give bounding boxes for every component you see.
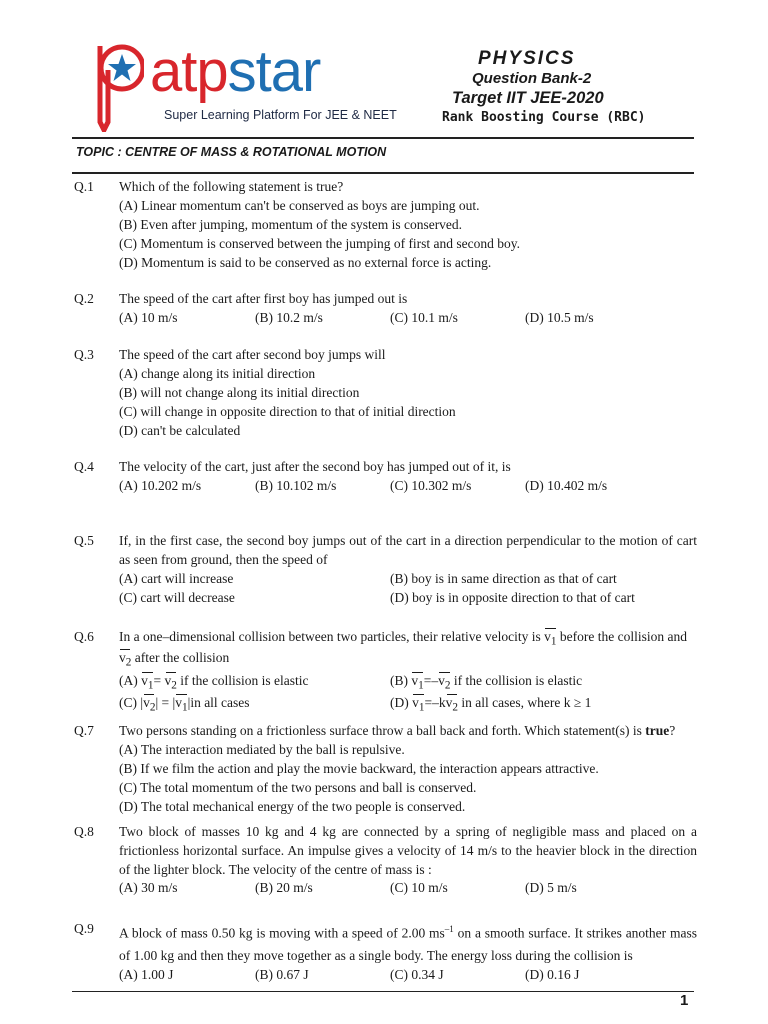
v2-vector-symbol: $v_2$ <box>446 693 458 718</box>
option-c: (C) The total momentum of the two persons and ball is conserved. <box>119 780 477 795</box>
logo-wordmark <box>150 39 321 104</box>
question-text: The velocity of the cart, just after the second boy has jumped out of it, is <box>119 459 511 474</box>
subject-title: PHYSICS <box>478 48 576 69</box>
question-number: Q.3 <box>74 347 94 362</box>
option-b: (B) 20 m/s <box>255 880 313 895</box>
option-b: (B) 0.67 J <box>255 967 309 982</box>
question-text-part-1: Two persons standing on a frictionless surface throw a ball back and forth. Which statement(s) is <box>119 723 642 738</box>
question-number: Q.5 <box>74 533 94 548</box>
question-number: Q.6 <box>74 629 94 644</box>
option-a: (A) Linear momentum can't be conserved as boys are jumping out. <box>119 198 480 213</box>
question-7 <box>74 721 698 816</box>
question-number: Q.8 <box>74 824 94 839</box>
page-number: 1 <box>680 992 689 1009</box>
question-text-part-3: after the collision <box>134 650 230 665</box>
topic-divider <box>72 172 694 174</box>
v1-vector-symbol: $v_1$ <box>411 671 423 696</box>
option-label: (D) <box>390 695 409 710</box>
question-2 <box>74 289 698 329</box>
option-text: in all cases <box>190 695 250 710</box>
question-text-part-2: before the collision and <box>559 629 687 644</box>
option-c: (C) 0.34 J <box>390 967 444 982</box>
question-text <box>119 918 697 967</box>
question-text: The speed of the cart after first boy has jumped out is <box>119 291 408 306</box>
option-b: (B) will not change along its initial direction <box>119 385 360 400</box>
option-label: (B) <box>390 673 408 688</box>
option-c: (C) 10 m/s <box>390 880 448 895</box>
question-6 <box>74 627 698 717</box>
v2-vector-symbol: $v_2$ <box>438 671 450 696</box>
target-label: Target IIT JEE-2020 <box>452 89 604 107</box>
header-divider <box>72 137 694 139</box>
option-b: (B) Even after jumping, momentum of the system is conserved. <box>119 217 463 232</box>
question-text-part-1: In a one–dimensional collision between two particles, their relative velocity is <box>119 629 541 644</box>
question-text <box>119 721 697 740</box>
option-d: (D) 5 m/s <box>525 880 577 895</box>
option-d: (D) 0.16 J <box>525 967 580 982</box>
option-a: (A) change along its initial direction <box>119 366 316 381</box>
unit-exponent: –1 <box>444 924 454 934</box>
option-a: (A) cart will increase <box>119 571 234 586</box>
option-a: (A) $v_1= v_2$ if the collision is elastic <box>119 671 308 696</box>
option-c: (C) cart will decrease <box>119 590 235 605</box>
option-a: (A) 10 m/s <box>119 310 178 325</box>
question-text: The speed of the cart after second boy jumps will <box>119 347 386 362</box>
logo-tagline: Super Learning Platform For JEE & NEET <box>164 108 397 122</box>
v1-vector-symbol: $v_1$ <box>544 627 556 652</box>
option-label: (A) <box>119 673 138 688</box>
atpstar-logo <box>92 39 397 135</box>
option-d: (D) 10.5 m/s <box>525 310 594 325</box>
v2-vector-symbol: $v_2$ <box>119 648 131 673</box>
question-number: Q.1 <box>74 179 94 194</box>
logo-word-star: star <box>227 39 321 104</box>
option-b: (B) $v_1=-v_2$ if the collision is elastic <box>390 671 582 696</box>
option-d: (D) 10.402 m/s <box>525 478 608 493</box>
option-text: if the collision is elastic <box>453 673 583 688</box>
question-text: Two block of masses 10 kg and 4 kg are connected by a spring of negligible mass and placed on a frictionless horizontal surface. An impulse gives a velocity of 14 m/s to the heavier block in the direction of the lighter block. The velocity of the centre of mass is : <box>119 824 697 877</box>
question-number: Q.7 <box>74 723 94 738</box>
question-number: Q.4 <box>74 459 94 474</box>
option-c: (C) 10.1 m/s <box>390 310 458 325</box>
question-text-part-2: on a smooth surface. It strikes another mass of 1.00 kg and then they move together as a single body. The energy loss during the collision is <box>119 925 698 963</box>
pencil-star-icon <box>92 40 144 132</box>
option-d: (D) The total mechanical energy of the two people is conserved. <box>119 799 466 814</box>
v1-vector-symbol: $v_1$ <box>175 693 187 718</box>
option-b: (B) boy is in same direction as that of cart <box>390 571 617 586</box>
option-b: (B) If we film the action and play the movie backward, the interaction appears attractive. <box>119 761 599 776</box>
option-a: (A) 1.00 J <box>119 967 174 982</box>
option-b: (B) 10.102 m/s <box>255 478 337 493</box>
footer-divider <box>72 991 694 992</box>
v2-vector-symbol: $v_2$ <box>165 671 177 696</box>
question-5 <box>74 531 698 611</box>
option-c: (C) 10.302 m/s <box>390 478 472 493</box>
v1-vector-symbol: $v_1$ <box>412 693 424 718</box>
question-text: If, in the first case, the second boy jumps out of the cart in a direction perpendicular to the motion of cart as seen from ground, then the speed of <box>119 533 697 567</box>
option-text: if the collision is elastic <box>180 673 309 688</box>
option-label: (C) <box>119 695 137 710</box>
topic-heading: TOPIC : CENTRE OF MASS & ROTATIONAL MOTION <box>76 145 387 159</box>
logo-word-atp: atp <box>150 39 228 104</box>
question-number: Q.9 <box>74 921 94 936</box>
option-d: (D) Momentum is said to be conserved as no external force is acting. <box>119 255 492 270</box>
question-9 <box>74 918 698 988</box>
v2-vector-symbol: $v_2$ <box>143 693 155 718</box>
question-text: Which of the following statement is true? <box>119 179 344 194</box>
question-number: Q.2 <box>74 291 94 306</box>
question-bank-label: Question Bank-2 <box>472 70 592 87</box>
question-text-part-2: ? <box>669 723 676 738</box>
option-a: (A) 30 m/s <box>119 880 178 895</box>
option-c: (C) will change in opposite direction to that of initial direction <box>119 404 456 419</box>
option-text: in all cases, where k ≥ 1 <box>461 695 592 710</box>
option-d: (D) can't be calculated <box>119 423 241 438</box>
option-d: (D) boy is in opposite direction to that of cart <box>390 590 635 605</box>
question-4 <box>74 457 698 497</box>
v1-vector-symbol: $v_1$ <box>141 671 153 696</box>
option-b: (B) 10.2 m/s <box>255 310 323 325</box>
question-text-line-2 <box>119 648 229 673</box>
course-label: Rank Boosting Course (RBC) <box>442 110 646 125</box>
option-d: (D) $v_1=-kv_2$ in all cases, where k ≥ 1 <box>390 693 591 718</box>
option-c: (C) Momentum is conserved between the jumping of first and second boy. <box>119 236 521 251</box>
question-1 <box>74 177 698 272</box>
option-c: (C) $|v_2| = |v_1|in$ all cases <box>119 693 250 718</box>
option-a: (A) The interaction mediated by the ball is repulsive. <box>119 742 405 757</box>
question-3 <box>74 345 698 440</box>
question-text-emphasis: true <box>645 723 670 738</box>
option-a: (A) 10.202 m/s <box>119 478 202 493</box>
question-text-part-1: A block of mass 0.50 kg is moving with a speed of 2.00 ms <box>119 925 445 941</box>
question-8 <box>74 822 698 900</box>
